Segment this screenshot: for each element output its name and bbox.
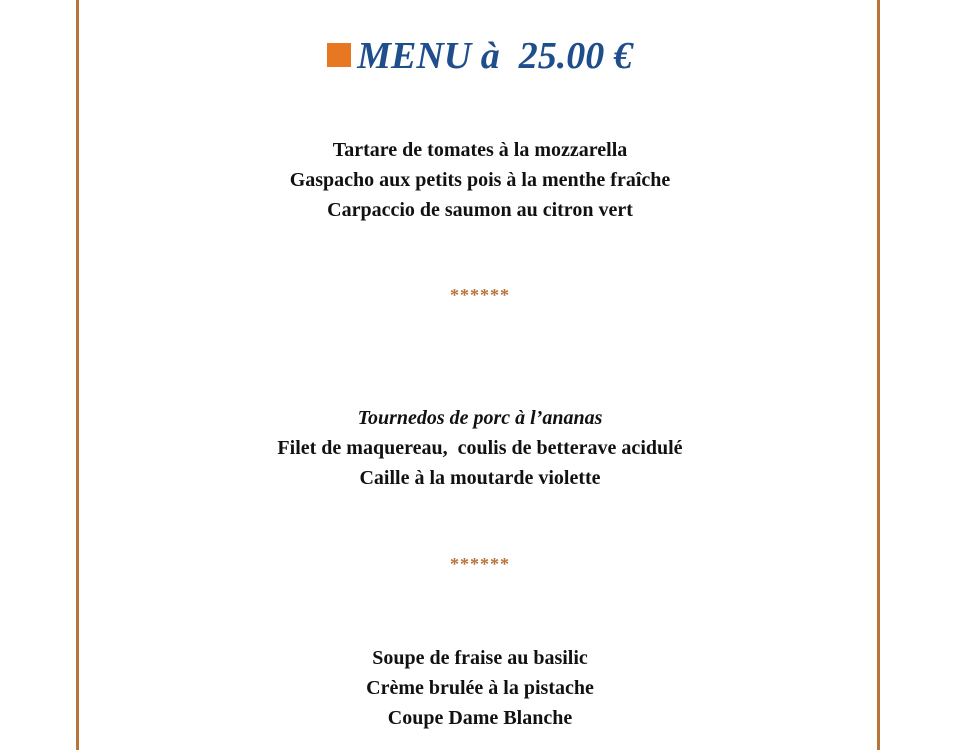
menu-title [0, 34, 960, 78]
menu-title-text: MENU à 25.00 € [357, 35, 633, 77]
starter-item: Carpaccio de saumon au citron vert [327, 199, 633, 221]
dessert-item: Soupe de fraise au basilic [372, 647, 588, 669]
main-item: Caille à la moutarde violette [359, 467, 601, 489]
page-border-right [877, 0, 880, 750]
page-border-left [76, 0, 79, 750]
dessert-item: Crème brulée à la pistache [366, 677, 594, 699]
separator-stars: ****** [450, 554, 510, 574]
main-item: Filet de maquereau, coulis de betterave acidulé [277, 437, 683, 459]
starters-section [0, 135, 960, 225]
separator-stars: ****** [450, 285, 510, 305]
desserts-section [0, 643, 960, 733]
orange-square-icon [327, 43, 351, 67]
starter-item: Tartare de tomates à la mozzarella [332, 139, 628, 161]
main-item: Tournedos de porc à l’ananas [357, 407, 603, 429]
mains-section [0, 403, 960, 493]
dessert-item: Coupe Dame Blanche [387, 707, 573, 729]
starter-item: Gaspacho aux petits pois à la menthe fraîche [289, 169, 671, 191]
